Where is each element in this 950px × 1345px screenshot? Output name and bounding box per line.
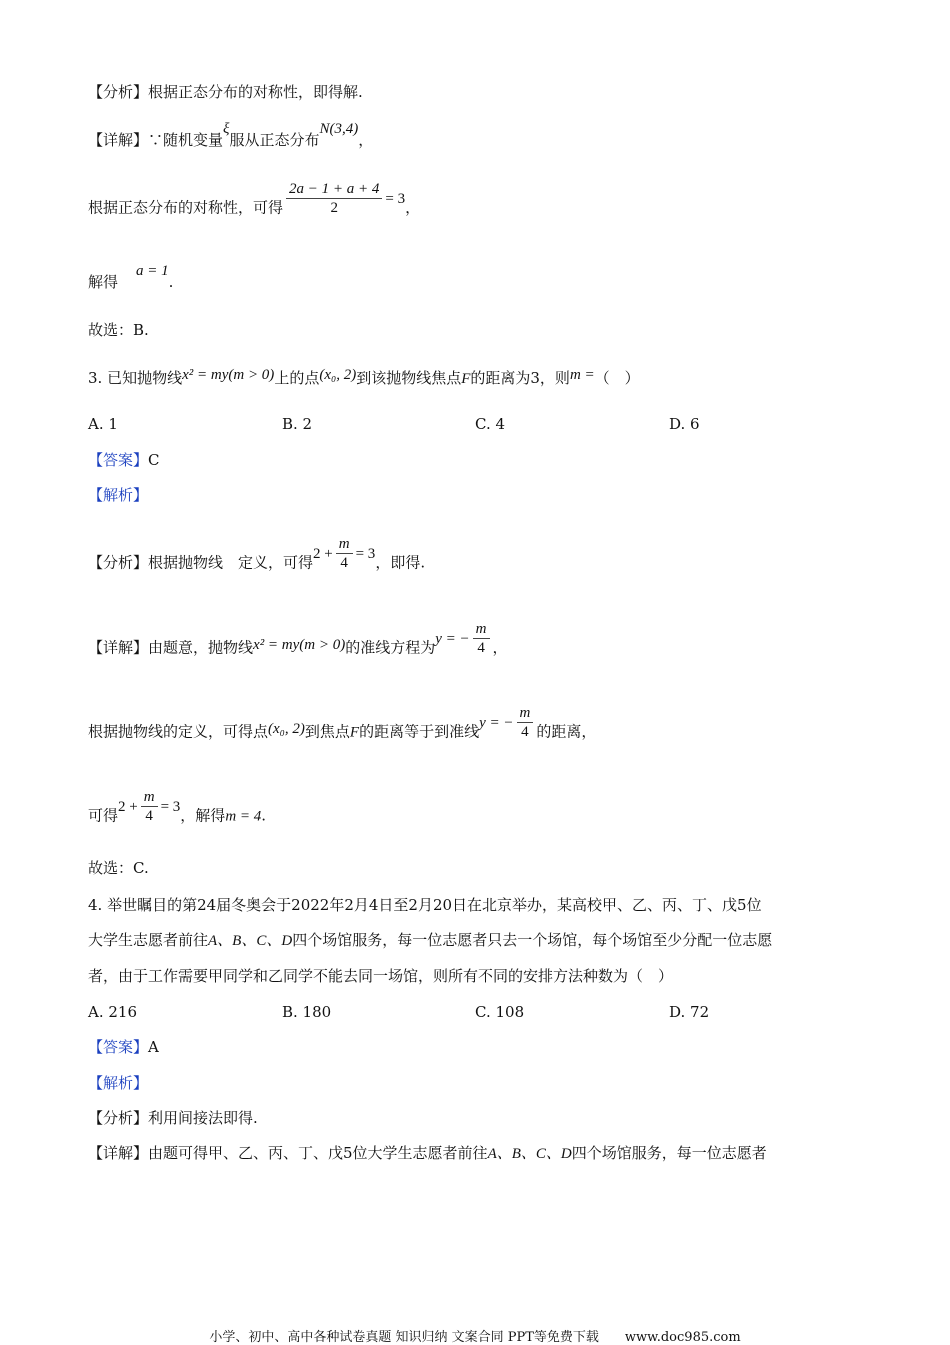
q4-stem-line1: 4. 举世瞩目的第24届冬奥会于2022年2月4日至2月20日在北京举办，某高校甲、乙、丙、丁、戊5位: [88, 896, 762, 914]
q3-definition: [88, 705, 597, 751]
analysis-text: ，即得.: [375, 553, 426, 572]
page-footer: 小学、初中、高中各种试卷真题 知识归纳 文案合同 PPT等免费下载 www.doc985.com: [209, 1330, 741, 1345]
equation-equals: = 3: [355, 545, 376, 562]
detail-text: 的距离等于到准线: [359, 722, 480, 741]
detail-text: 根据抛物线的定义，可得点: [88, 722, 269, 741]
equation-equals: = 3: [160, 798, 181, 815]
stem-text: 四个场馆服务，每一位志愿者只去一个场馆，每个场馆至少分配一位志愿: [292, 931, 773, 949]
symmetry-fraction: [286, 180, 382, 217]
normal-distribution: N(3,4): [319, 121, 359, 137]
analysis-text: 根据抛物线 定义，可得: [148, 553, 314, 572]
fraction-numerator: m: [473, 620, 490, 639]
equation-equals: = 3: [385, 190, 406, 207]
analysis-tag: 【分析】: [88, 83, 149, 101]
venue-labels: A、B、C、D: [208, 933, 293, 949]
focus-label: F: [461, 371, 471, 387]
q4-stem-line3: 者，由于工作需要甲同学和乙同学不能去同一场馆，则所有不同的安排方法种数为（ ）: [88, 967, 674, 985]
detail-tag: 【详解】: [88, 1144, 149, 1162]
q3-option-b: B. 2: [282, 415, 313, 433]
detail-text: .: [261, 806, 267, 825]
detail-text: 由题意，抛物线: [148, 638, 254, 657]
q3-option-c: C. 4: [475, 415, 506, 433]
analysis-text: 根据正态分布的对称性，即得解.: [148, 83, 363, 101]
venue-labels: A、B、C、D: [487, 1146, 572, 1162]
stem-text: （ ）: [594, 369, 640, 387]
detail-text: ∵随机变量: [148, 131, 224, 149]
stem-text: 到该抛物线焦点: [356, 369, 462, 387]
q4-option-c: C. 108: [475, 1003, 525, 1021]
q2-detail: [88, 121, 374, 151]
detail-text: .: [168, 273, 174, 291]
solution-equation: a = 1: [136, 263, 169, 279]
directrix-fraction: [473, 620, 490, 657]
q2-solve-line: [88, 263, 174, 293]
point: (x₀, 2): [268, 720, 305, 737]
fraction-numerator: 2a − 1 + a + 4: [286, 180, 382, 199]
answer-value: C: [148, 451, 160, 469]
fraction-denominator: 4: [477, 640, 485, 656]
fraction-denominator: 4: [521, 724, 529, 740]
solution-equation: m = 4: [225, 808, 262, 825]
fraction-denominator: 4: [145, 808, 153, 824]
jiexi-tag: 【解析】: [88, 486, 149, 504]
q3-analysis: [88, 536, 426, 582]
q3-option-a: A. 1: [88, 415, 118, 433]
q4-option-d: D. 72: [669, 1003, 710, 1021]
parabola-equation: x² = my(m > 0): [182, 367, 275, 383]
q4-answer: [88, 1037, 159, 1057]
q3-detail: [88, 621, 508, 667]
q4-detail: [88, 1143, 767, 1164]
m-equals: m =: [569, 367, 595, 383]
q3-get: [88, 789, 267, 835]
detail-text: 四个场馆服务，每一位志愿者: [571, 1144, 767, 1162]
q4-analysis: [88, 1108, 258, 1128]
answer-value: A: [148, 1038, 159, 1056]
stem-text: 的距离为3，则: [470, 369, 570, 387]
expr-left: 2 +: [118, 798, 138, 815]
detail-text: 的准线方程为: [345, 638, 436, 657]
fraction-numerator: m: [517, 704, 534, 723]
detail-text: 到焦点: [304, 722, 350, 741]
q3-jiexi: [88, 485, 148, 505]
q4-jiexi: [88, 1073, 148, 1093]
q3-option-d: D. 6: [669, 415, 700, 433]
fraction-denominator: 2: [330, 200, 338, 216]
detail-text: 解得: [88, 273, 119, 291]
detail-text: ，: [358, 131, 374, 149]
q2-symmetry-line: [88, 181, 421, 227]
detail-text: 根据正态分布的对称性，可得: [88, 198, 284, 217]
q2-analysis: [88, 82, 363, 102]
q4-option-b: B. 180: [282, 1003, 332, 1021]
stem-text: 3. 已知抛物线: [88, 369, 183, 387]
directrix-left: y = −: [435, 630, 470, 647]
detail-text: ，: [405, 198, 421, 217]
detail-text: 可得: [88, 806, 119, 825]
q3-answer: [88, 450, 160, 470]
q3-stem: [88, 368, 640, 389]
expr-left: 2 +: [313, 545, 333, 562]
analysis-tag: 【分析】: [88, 1109, 149, 1127]
answer-tag: 【答案】: [88, 451, 149, 469]
fraction-numerator: m: [336, 535, 353, 554]
xi-symbol: ξ: [223, 121, 230, 137]
directrix-left: y = −: [479, 714, 514, 731]
get-fraction: [141, 788, 158, 825]
q3-choose: 故选：C.: [88, 859, 149, 877]
q4-stem-line2: [88, 930, 772, 951]
q2-choose: 故选：B.: [88, 321, 149, 339]
analysis-text: 利用间接法即得.: [148, 1109, 258, 1127]
analysis-tag: 【分析】: [88, 553, 149, 572]
detail-text: ，: [492, 638, 508, 657]
q4-option-a: A. 216: [88, 1003, 137, 1021]
detail-tag: 【详解】: [88, 131, 149, 149]
detail-text: ，解得: [180, 806, 226, 825]
point: (x₀, 2): [319, 367, 357, 383]
fraction-denominator: 4: [340, 555, 348, 571]
detail-text: 由题可得甲、乙、丙、丁、戊5位大学生志愿者前往: [148, 1144, 488, 1162]
detail-text: 服从正态分布: [229, 131, 320, 149]
parabola-equation: x² = my(m > 0): [253, 636, 346, 653]
stem-text: 上的点: [274, 369, 320, 387]
answer-tag: 【答案】: [88, 1038, 149, 1056]
stem-text: 大学生志愿者前往: [88, 931, 209, 949]
detail-tag: 【详解】: [88, 638, 149, 657]
analysis-fraction: [336, 535, 353, 572]
jiexi-tag: 【解析】: [88, 1074, 149, 1092]
detail-text: 的距离，: [536, 722, 597, 741]
fraction-numerator: m: [141, 788, 158, 807]
focus-label: F: [349, 724, 360, 741]
directrix-fraction: [517, 704, 534, 741]
